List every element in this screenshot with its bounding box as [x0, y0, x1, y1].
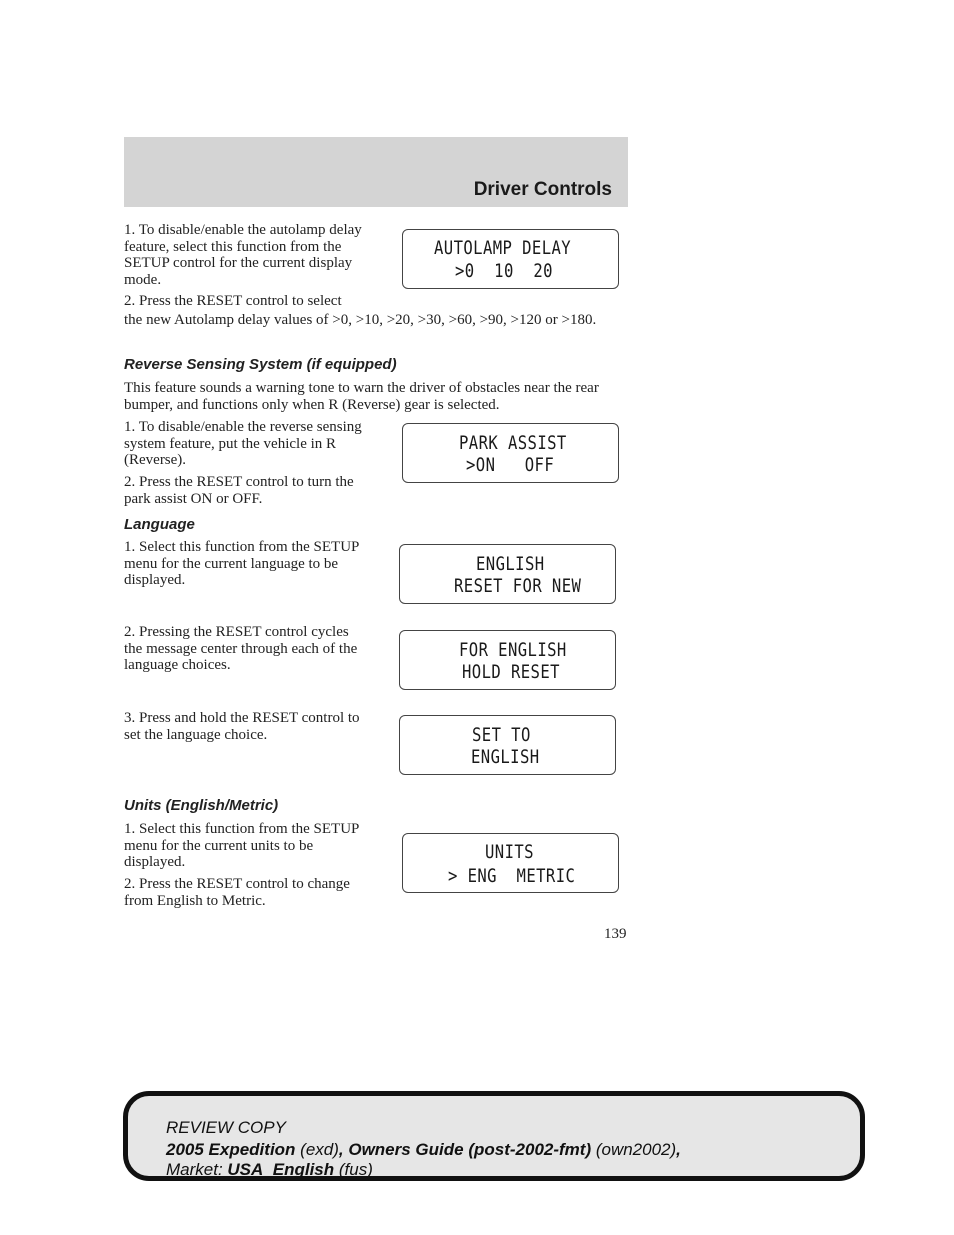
display-line-1: SET TO — [472, 724, 531, 746]
units-display — [402, 833, 619, 893]
autolamp-step-2a: 2. Press the RESET control to select — [124, 293, 342, 309]
display-line-2: RESET FOR NEW — [454, 575, 582, 597]
park-assist-display — [402, 423, 619, 483]
reverse-sensing-step-2: 2. Press the RESET control to turn the park assist ON or OFF. — [124, 474, 354, 507]
autolamp-delay-display — [402, 229, 619, 289]
review-market-line — [166, 1160, 373, 1180]
language-step-1: 1. Select this function from the SETUP menu for the current language to be displayed. — [124, 539, 359, 588]
section-title: Driver Controls — [473, 179, 612, 200]
display-line-2: >ON OFF — [466, 454, 555, 476]
display-line-2: >0 10 20 — [455, 260, 553, 282]
language-step-2: 2. Pressing the RESET control cycles the message center through each of the language choices. — [124, 624, 358, 673]
language-heading: Language — [124, 516, 195, 533]
review-document-line — [166, 1140, 681, 1160]
reverse-sensing-intro: This feature sounds a warning tone to warn the driver of obstacles near the rear bumper, and functions only when R (Reverse) gear is selected. — [124, 380, 599, 413]
market-name: USA_English — [227, 1160, 335, 1179]
display-line-1: UNITS — [485, 841, 534, 863]
model-name: 2005 Expedition — [166, 1140, 296, 1159]
section-header-band — [124, 137, 628, 207]
units-step-1: 1. Select this function from the SETUP menu for the current units to be displayed. — [124, 821, 359, 870]
display-line-1: FOR ENGLISH — [459, 639, 567, 661]
display-line-1: PARK ASSIST — [459, 432, 567, 454]
reverse-sensing-step-1: 1. To disable/enable the reverse sensing system feature, put the vehicle in R (Reverse). — [124, 419, 362, 468]
review-copy-label: REVIEW COPY — [166, 1118, 286, 1137]
language-step-3: 3. Press and hold the RESET control to set the language choice. — [124, 710, 360, 743]
display-line-1: ENGLISH — [476, 553, 545, 575]
display-line-2: HOLD RESET — [462, 661, 560, 683]
display-line-2: ENGLISH — [471, 746, 540, 768]
reverse-sensing-heading: Reverse Sensing System (if equipped) — [124, 356, 397, 373]
autolamp-step-1: 1. To disable/enable the autolamp delay feature, select this function from the SETUP control for the current display mode. — [124, 222, 362, 288]
units-heading: Units (English/Metric) — [124, 797, 279, 814]
model-code: (exd) — [295, 1140, 339, 1159]
display-line-2: > ENG METRIC — [448, 865, 576, 887]
review-copy-box — [123, 1091, 865, 1181]
units-step-2: 2. Press the RESET control to change from English to Metric. — [124, 876, 350, 909]
set-to-english-display — [399, 715, 616, 775]
guide-name: , Owners Guide (post-2002-fmt) — [338, 1140, 592, 1159]
display-line-1: AUTOLAMP DELAY — [434, 237, 572, 259]
page-number: 139 — [604, 926, 627, 942]
autolamp-step-2b: the new Autolamp delay values of >0, >10, >20, >30, >60, >90, >120 or >180. — [124, 312, 597, 328]
guide-code: (own2002) — [591, 1140, 677, 1159]
for-english-hold-display — [399, 630, 616, 690]
market-label: Market: — [166, 1160, 228, 1179]
separator: , — [676, 1140, 681, 1159]
market-code: (fus) — [334, 1160, 373, 1179]
english-reset-display — [399, 544, 616, 604]
